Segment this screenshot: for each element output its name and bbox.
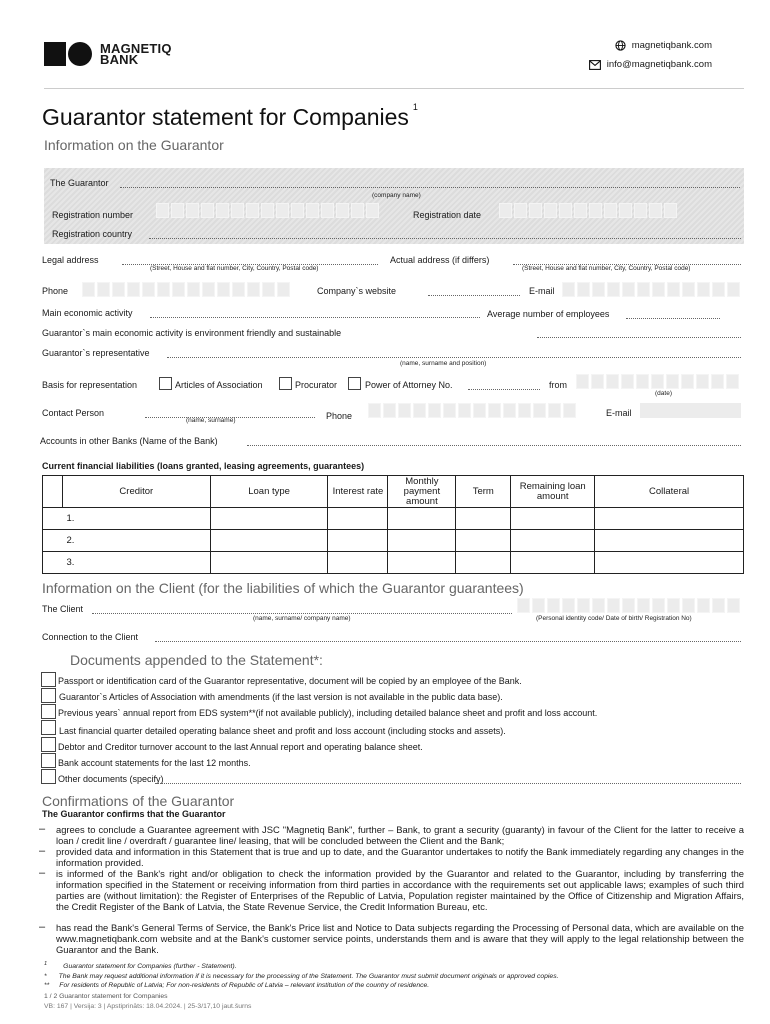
doc-item-7: Other documents (specify) [58, 774, 164, 784]
from-date-cells[interactable] [576, 374, 739, 389]
contact-person-label: Contact Person [42, 408, 105, 418]
confirmation-bullet-2: – provided data and information in this Statement that is true and up to date, and the Guarantor undertakes to notify the Bank immediately regarding any changes in the information provided. [39, 845, 744, 868]
doc-checkbox-4[interactable] [41, 720, 56, 735]
phone-cells[interactable] [82, 282, 290, 297]
footnote-2: * The Bank may request additional information if it is necessary for the processing of the Statement. The Guarantor must submit document originals or approved copies. [44, 973, 559, 980]
accounts-label: Accounts in other Banks (Name of the Bank) [40, 436, 218, 446]
connection-label: Connection to the Client [42, 632, 139, 642]
brand-line1: MAGNETIQ [100, 41, 172, 56]
doc-item-1: Passport or identification card of the Guarantor representative, document will be copied by an employee of the Bank. [58, 676, 522, 686]
representative-field[interactable] [167, 350, 741, 358]
doc-item-2: Guarantor`s Articles of Association with amendments (if the last version is not available in the public data base). [59, 692, 503, 702]
table-row[interactable]: 1. [43, 508, 744, 530]
connection-field[interactable] [155, 634, 741, 642]
doc-item-6: Bank account statements for the last 12 months. [58, 758, 251, 768]
basis-articles-label: Articles of Association [175, 380, 263, 390]
col-collateral: Collateral [595, 476, 744, 508]
eco-label: Guarantor`s main economic activity is environment friendly and sustainable [42, 328, 342, 338]
client-id-hint: (Personal identity code/ Date of birth/ Registration No) [536, 615, 692, 622]
email-contact[interactable] [589, 59, 712, 70]
actual-address-label: Actual address (if differs) [390, 255, 490, 265]
basis-articles-checkbox[interactable] [159, 377, 172, 390]
globe-icon [615, 40, 626, 51]
logo-mark-icon [44, 42, 92, 66]
document-meta: VB: 167 | Versija: 3 | Apstiprināts: 18.04.2024. | 25-3/17,10 jaut.šurns [44, 1003, 252, 1010]
eco-field[interactable] [537, 330, 741, 338]
footnote-3: ** For residents of Republic of Latvia; For non-residents of Republic of Latvia – relevant institution of the country of residence. [44, 982, 430, 989]
basis-poa-checkbox[interactable] [348, 377, 361, 390]
legal-address-hint: (Street, House and flat number, City, Country, Postal code) [150, 265, 319, 272]
contact-email-field[interactable] [640, 403, 741, 418]
basis-procurator-label: Procurator [295, 380, 338, 390]
basis-poa-label: Power of Attorney No. [365, 380, 453, 390]
client-id-cells[interactable] [517, 598, 740, 613]
doc-item-4: Last financial quarter detailed operating balance sheet and profit and loss account (including stocks and assets). [59, 726, 506, 736]
col-term: Term [456, 476, 511, 508]
reg-date-label: Registration date [413, 210, 482, 220]
doc-item-3: Previous years` annual report from EDS system**(if not available publicly), including detailed balance sheet and profit and loss account. [58, 708, 598, 718]
website-contact[interactable] [615, 40, 712, 51]
client-label: The Client [42, 604, 84, 614]
confirmation-bullet-1: – agrees to conclude a Guarantee agreement with JSC "Magnetiq Bank", further – Bank, to grant a security (guaranty) in favour of the Client for the latter to receive a loan / credit line / overdraft / guarantee line/ leasing, that will be concluded between the Client and the Bank; [39, 823, 744, 846]
from-label: from [549, 380, 567, 390]
basis-procurator-checkbox[interactable] [279, 377, 292, 390]
mail-icon [589, 60, 601, 70]
email-label: E-mail [529, 286, 555, 296]
doc-checkbox-7[interactable] [41, 769, 56, 784]
table-row[interactable]: 3. [43, 552, 744, 574]
website-label: Company`s website [317, 286, 397, 296]
col-monthly-payment: Monthly payment amount [388, 476, 456, 508]
header-divider [44, 88, 744, 89]
client-hint: (name, surname/ company name) [253, 615, 351, 622]
liabilities-table [42, 475, 744, 574]
confirmation-bullet-3: – is informed of the Bank's right and/or obligation to check the information provided by the Guarantor and related to the Guarantor, including by transferring the information specified in the Statement or receiving information from third parties in accordance with the requirements set out applicable laws; examples of such third parties are (without limitation): the Register of Enterprises of the Republic of Latvia, Population register maintained by the Office of Citizenship and Migration Affairs, the Credit Register of the Bank of Latvia, the State Revenue Service, the Credit Information Bureau, etc. [39, 867, 744, 912]
other-documents-field[interactable] [155, 776, 741, 784]
brand-line2: BANK [100, 52, 139, 67]
confirmation-bullet-4: – has read the Bank's General Terms of Service, the Bank's Price list and Notice to Data subjects regarding the Processing of Personal data, which are available on the www.magnetiqbank.com website and at the Bank's customer service points, understands them and is aware that they will apply to the legal relationship between the Guarantor and the Bank. [39, 921, 744, 955]
doc-checkbox-2[interactable] [41, 688, 56, 703]
date-hint: (date) [655, 390, 672, 397]
col-remaining: Remaining loan amount [511, 476, 595, 508]
representative-label: Guarantor`s representative [42, 348, 150, 358]
section-documents-heading: Documents appended to the Statement*: [70, 652, 323, 668]
contact-person-hint: (name, surname) [186, 417, 236, 424]
reg-number-label: Registration number [52, 210, 134, 220]
reg-number-cells[interactable] [156, 203, 379, 218]
doc-checkbox-5[interactable] [41, 737, 56, 752]
reg-country-field[interactable] [149, 231, 741, 239]
representative-hint: (name, surname and position) [400, 360, 487, 367]
section-confirmations-heading: Confirmations of the Guarantor [42, 793, 235, 809]
page-title: Guarantor statement for Companies $^1$ [42, 102, 418, 130]
email-cells[interactable] [562, 282, 740, 297]
doc-item-5: Debtor and Creditor turnover account to the last Annual report and operating balance sheet. [58, 742, 423, 752]
employees-label: Average number of employees [487, 309, 610, 319]
actual-address-hint: (Street, House and flat number, City, Country, Postal code) [522, 265, 691, 272]
doc-checkbox-1[interactable] [41, 672, 56, 687]
contact-phone-cells[interactable] [368, 403, 576, 418]
bank-logo [44, 42, 172, 66]
phone-label: Phone [42, 286, 69, 296]
table-row[interactable]: 2. [43, 530, 744, 552]
doc-checkbox-3[interactable] [41, 704, 56, 719]
website-text[interactable]: magnetiqbank.com [631, 40, 712, 51]
client-name-field[interactable] [92, 606, 512, 614]
col-creditor: Creditor [62, 476, 210, 508]
guarantor-label: The Guarantor [50, 178, 109, 188]
contact-phone-label: Phone [326, 411, 353, 421]
contact-email-label: E-mail [606, 408, 632, 418]
email-text[interactable]: info@magnetiqbank.com [606, 59, 712, 70]
col-interest-rate: Interest rate [328, 476, 388, 508]
section-client-heading: Information on the Client (for the liabilities of which the Guarantor guarantees) [42, 580, 524, 596]
doc-checkbox-6[interactable] [41, 753, 56, 768]
accounts-field[interactable] [247, 438, 741, 446]
col-loan-type: Loan type [210, 476, 328, 508]
table-header-row [43, 476, 744, 508]
actual-address-field[interactable] [513, 257, 741, 265]
company-name-hint: (company name) [372, 192, 421, 199]
section-guarantor-heading: Information on the Guarantor [44, 137, 224, 153]
confirmations-subheading: The Guarantor confirms that the Guarantor [42, 809, 226, 819]
activity-field[interactable] [150, 310, 480, 318]
reg-date-cells[interactable] [499, 203, 677, 218]
poa-number-field[interactable] [468, 382, 540, 390]
website-field[interactable] [428, 288, 520, 296]
page-number: 1 / 2 Guarantor statement for Companies [44, 993, 168, 1000]
employees-field[interactable] [626, 311, 720, 319]
basis-label: Basis for representation [42, 380, 138, 390]
liabilities-heading: Current financial liabilities (loans granted, leasing agreements, guarantees) [42, 461, 365, 471]
reg-country-label: Registration country [52, 229, 133, 239]
footnote-1: $^1$ Guarantor statement for Companies (further - Statement). [44, 961, 237, 971]
legal-address-label: Legal address [42, 255, 99, 265]
activity-label: Main economic activity [42, 308, 133, 318]
guarantor-name-field[interactable] [120, 180, 740, 188]
legal-address-field[interactable] [122, 257, 378, 265]
